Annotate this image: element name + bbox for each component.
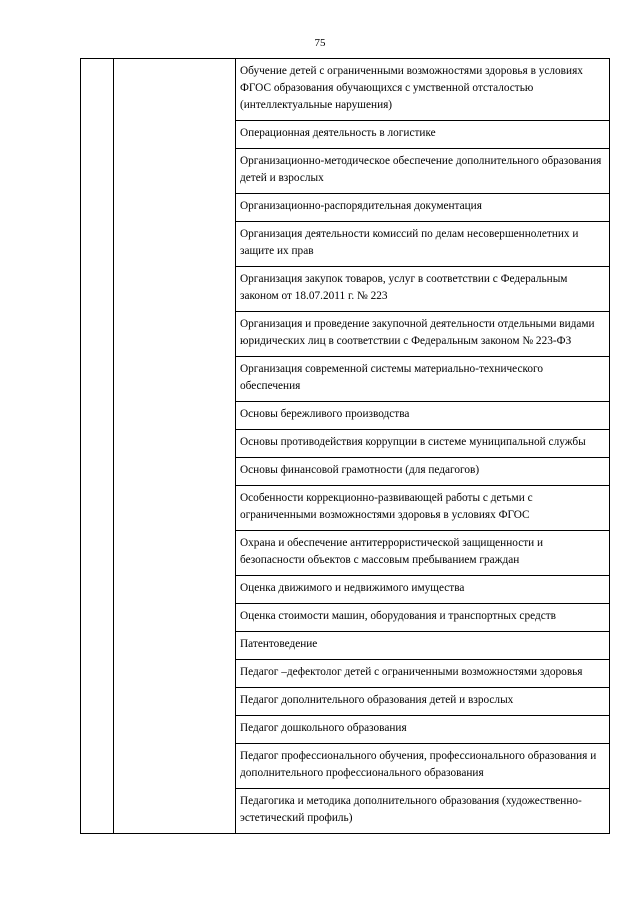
course-name: Педагог дополнительного образования детей и взрослых (240, 694, 514, 706)
course-cell (236, 688, 610, 716)
group-cell (114, 59, 236, 834)
table-row (81, 59, 610, 121)
course-cell (236, 716, 610, 744)
course-name: Организационно-методическое обеспечение дополнительного образования детей и взрослых (240, 155, 602, 184)
course-cell (236, 121, 610, 149)
course-name: Организация закупок товаров, услуг в соответствии с Федеральным законом от 18.07.2011 г. № 223 (240, 273, 568, 302)
course-name: Педагог –дефектолог детей с ограниченными возможностями здоровья (240, 666, 583, 678)
course-name: Педагог дошкольного образования (240, 722, 407, 734)
course-name: Охрана и обеспечение антитеррористической защищенности и безопасности объектов с массовым пребыванием граждан (240, 537, 544, 566)
number-cell (81, 59, 114, 834)
course-name: Организационно-распорядительная документация (240, 200, 482, 212)
course-name: Организация современной системы материально-технического обеспечения (240, 363, 544, 392)
course-cell (236, 402, 610, 430)
course-cell (236, 458, 610, 486)
course-name: Педагогика и методика дополнительного образования (художественно-эстетический профиль) (240, 795, 582, 824)
course-cell (236, 357, 610, 402)
course-name: Основы финансовой грамотности (для педагогов) (240, 464, 480, 476)
course-cell (236, 430, 610, 458)
course-cell (236, 660, 610, 688)
course-name: Организация деятельности комиссий по делам несовершеннолетних и защите их прав (240, 228, 579, 257)
course-name: Организация и проведение закупочной деятельности отдельными видами юридических лиц в соответствии с Федеральным законом № 223-ФЗ (240, 318, 595, 347)
course-name: Педагог профессионального обучения, профессионального образования и дополнительного профессионального образования (240, 750, 597, 779)
course-cell (236, 312, 610, 357)
course-cell (236, 486, 610, 531)
course-cell (236, 632, 610, 660)
course-cell (236, 744, 610, 789)
course-name: Операционная деятельность в логистике (240, 127, 436, 139)
course-cell (236, 604, 610, 632)
course-name: Обучение детей с ограниченными возможностями здоровья в условиях ФГОС образования обучающихся с умственной отсталостью (интеллектуальные нарушения) (240, 65, 583, 111)
course-name: Особенности коррекционно-развивающей работы с детьми с ограниченными возможностями здоровья в условиях ФГОС (240, 492, 533, 521)
course-cell (236, 531, 610, 576)
course-table (80, 58, 610, 834)
course-name: Оценка стоимости машин, оборудования и транспортных средств (240, 610, 556, 622)
course-name: Основы противодействия коррупции в системе муниципальной службы (240, 436, 586, 448)
course-cell (236, 576, 610, 604)
course-name: Оценка движимого и недвижимого имущества (240, 582, 465, 594)
page-number: 75 (314, 37, 326, 49)
course-name: Основы бережливого производства (240, 408, 410, 420)
course-name: Патентоведение (240, 638, 318, 650)
course-cell (236, 789, 610, 834)
course-cell (236, 222, 610, 267)
course-cell (236, 267, 610, 312)
course-cell (236, 194, 610, 222)
course-cell (236, 59, 610, 121)
course-cell (236, 149, 610, 194)
